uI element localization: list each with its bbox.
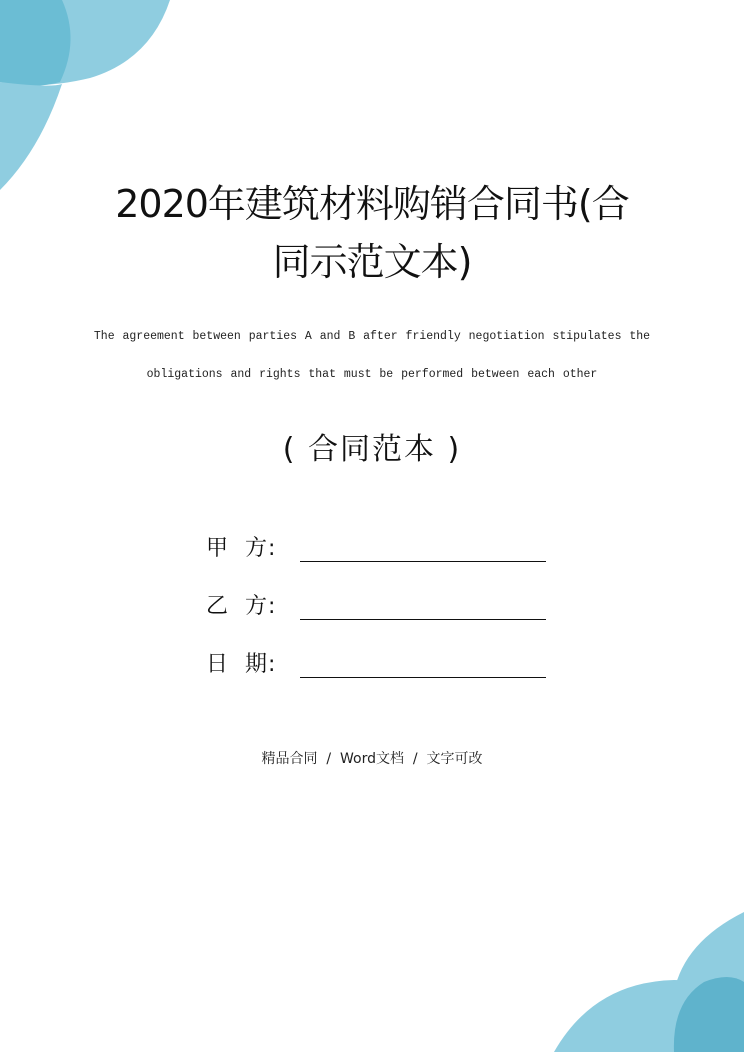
footer-note: 精品合同 / Word文档 / 文字可改 (261, 751, 483, 767)
date-blank-line[interactable] (300, 655, 546, 678)
date-label: 日 期: (206, 652, 277, 677)
document-title (40, 175, 704, 291)
subtitle-line-1: The agreement between parties A and B after friendly negotiation stipulates the (93, 330, 651, 343)
subtitle-line-2: obligations and rights that must be performed between each other (146, 368, 598, 381)
document-subtitle (40, 318, 704, 394)
title-line-2: 同示范文本) (272, 240, 472, 284)
title-line-1: 2020年建筑材料购销合同书(合 (115, 182, 629, 226)
party-a-label: 甲 方: (206, 536, 277, 561)
date-field (206, 648, 546, 678)
party-b-label: 乙 方: (206, 594, 277, 619)
template-label: ( 合同范本 ) (282, 432, 462, 467)
party-a-field (206, 532, 546, 562)
corner-decoration-top-left (0, 0, 180, 200)
party-b-blank-line[interactable] (300, 597, 546, 620)
corner-decoration-bottom-right (554, 852, 744, 1052)
party-b-field (206, 590, 546, 620)
party-a-blank-line[interactable] (300, 539, 546, 562)
